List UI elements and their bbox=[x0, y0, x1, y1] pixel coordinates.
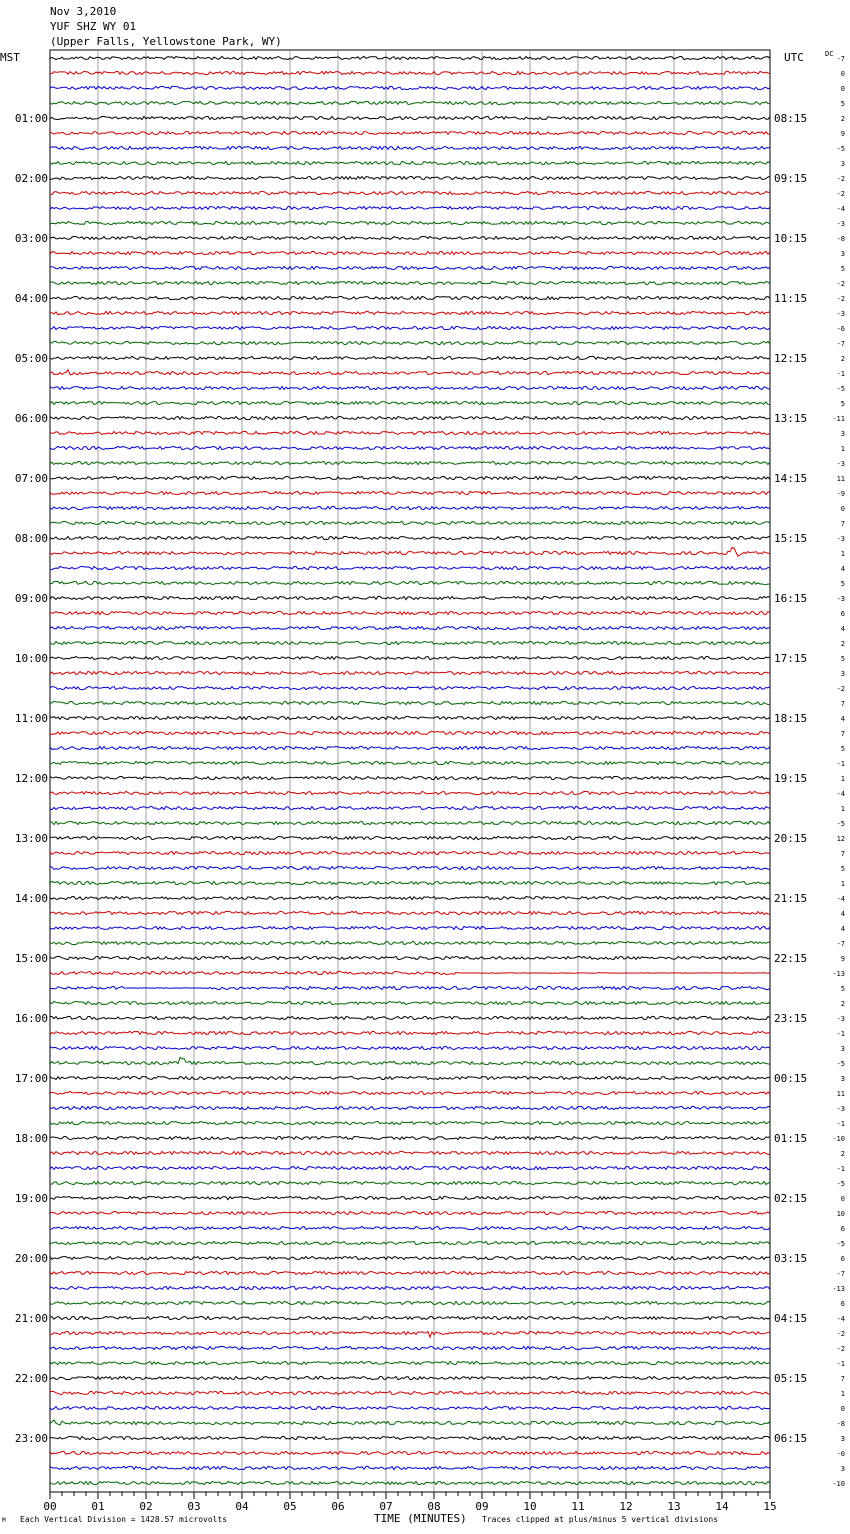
dc-offset-label: 0 bbox=[840, 70, 845, 78]
dc-offset-label: 6 bbox=[840, 1255, 845, 1263]
dc-offset-label: -2 bbox=[836, 190, 845, 198]
x-tick-label: 01 bbox=[91, 1500, 105, 1513]
trace-37 bbox=[50, 611, 770, 614]
dc-offset-label: -3 bbox=[836, 535, 845, 543]
trace-11 bbox=[50, 221, 770, 224]
dc-offset-label: 5 bbox=[840, 745, 845, 753]
trace-83 bbox=[50, 1301, 770, 1304]
trace-14 bbox=[50, 266, 770, 269]
right-hour-label: 20:15 bbox=[774, 832, 808, 845]
right-hour-label: 12:15 bbox=[774, 352, 808, 365]
dc-offset-label: 4 bbox=[840, 715, 845, 723]
dc-offset-label: 3 bbox=[840, 1435, 845, 1443]
trace-88 bbox=[50, 1376, 770, 1379]
trace-64 bbox=[50, 1016, 770, 1019]
dc-offset-label: -7 bbox=[836, 55, 845, 63]
dc-offset-label: 5 bbox=[840, 265, 845, 273]
dc-offset-label: -4 bbox=[836, 790, 845, 798]
trace-47 bbox=[50, 761, 770, 764]
trace-16 bbox=[50, 296, 770, 299]
trace-23 bbox=[50, 401, 770, 404]
trace-7 bbox=[50, 161, 770, 164]
trace-44 bbox=[50, 716, 770, 719]
dc-offset-label: -4 bbox=[836, 895, 845, 903]
trace-54 bbox=[50, 866, 770, 869]
left-hour-label: 14:00 bbox=[14, 892, 48, 905]
dc-offset-label: 1 bbox=[840, 805, 845, 813]
right-hour-label: 10:15 bbox=[774, 232, 808, 245]
trace-63 bbox=[50, 1001, 770, 1004]
dc-offset-label: 2 bbox=[840, 1150, 845, 1158]
dc-offset-label: 3 bbox=[840, 430, 845, 438]
dc-offset-label: 3 bbox=[840, 1465, 845, 1473]
dc-offset-label: -3 bbox=[836, 1105, 845, 1113]
trace-82 bbox=[50, 1286, 770, 1289]
trace-72 bbox=[50, 1136, 770, 1139]
trace-34 bbox=[50, 566, 770, 569]
dc-offset-label: 11 bbox=[836, 1090, 845, 1098]
right-hour-label: 09:15 bbox=[774, 172, 808, 185]
x-tick-label: 09 bbox=[475, 1500, 489, 1513]
dc-offset-label: -4 bbox=[836, 1315, 845, 1323]
trace-35 bbox=[50, 581, 770, 584]
trace-31 bbox=[50, 521, 770, 524]
trace-45 bbox=[50, 731, 770, 734]
dc-offset-label: -5 bbox=[836, 145, 845, 153]
dc-offset-label: 4 bbox=[840, 565, 845, 573]
dc-offset-label: -3 bbox=[836, 1015, 845, 1023]
dc-offset-label: -7 bbox=[836, 340, 845, 348]
dc-offset-label: 9 bbox=[840, 130, 845, 138]
trace-68 bbox=[50, 1076, 770, 1079]
x-axis bbox=[43, 1492, 776, 1513]
right-hour-label: 08:15 bbox=[774, 112, 808, 125]
left-hour-label: 10:00 bbox=[14, 652, 48, 665]
dc-offset-label: 5 bbox=[840, 400, 845, 408]
trace-79 bbox=[50, 1241, 770, 1244]
right-hour-label: 02:15 bbox=[774, 1192, 808, 1205]
dc-offset-label: 7 bbox=[840, 520, 845, 528]
trace-91 bbox=[50, 1420, 770, 1425]
trace-61 bbox=[50, 971, 770, 974]
dc-offset-label: -6 bbox=[836, 325, 845, 333]
dc-offset-label: -8 bbox=[836, 1420, 845, 1428]
dc-offset-label: -2 bbox=[836, 280, 845, 288]
right-hour-label: 19:15 bbox=[774, 772, 808, 785]
x-tick-label: 15 bbox=[763, 1500, 777, 1513]
trace-86 bbox=[50, 1346, 770, 1349]
dc-offset-label: 11 bbox=[836, 475, 845, 483]
trace-59 bbox=[50, 941, 770, 944]
dc-offset-label: -2 bbox=[836, 1345, 845, 1353]
trace-38 bbox=[50, 626, 770, 629]
left-hour-label: 06:00 bbox=[14, 412, 48, 425]
right-hour-label: 14:15 bbox=[774, 472, 808, 485]
left-hour-label: 19:00 bbox=[14, 1192, 48, 1205]
trace-28 bbox=[50, 476, 770, 479]
dc-offset-label: -1 bbox=[836, 1030, 845, 1038]
x-tick-label: 04 bbox=[235, 1500, 249, 1513]
left-hour-label: 03:00 bbox=[14, 232, 48, 245]
dc-offset-label: 7 bbox=[840, 1375, 845, 1383]
right-hour-label: 11:15 bbox=[774, 292, 808, 305]
dc-offset-label: -5 bbox=[836, 385, 845, 393]
trace-4 bbox=[50, 116, 770, 119]
dc-offset-label: 10 bbox=[836, 1210, 845, 1218]
left-hour-label: 08:00 bbox=[14, 532, 48, 545]
trace-3 bbox=[50, 101, 770, 104]
trace-52 bbox=[50, 836, 770, 839]
dc-offset-label: 5 bbox=[840, 655, 845, 663]
dc-offset-label: -2 bbox=[836, 685, 845, 693]
trace-2 bbox=[50, 86, 770, 89]
x-tick-label: 07 bbox=[379, 1500, 393, 1513]
trace-30 bbox=[50, 506, 770, 509]
x-tick-label: 02 bbox=[139, 1500, 153, 1513]
dc-offset-label: 2 bbox=[840, 640, 845, 648]
clip-note: Traces clipped at plus/minus 5 vertical divisions bbox=[482, 1515, 719, 1524]
trace-73 bbox=[50, 1151, 770, 1154]
x-tick-label: 14 bbox=[715, 1500, 729, 1513]
trace-8 bbox=[50, 176, 770, 179]
trace-46 bbox=[50, 746, 770, 749]
right-hour-label: 06:15 bbox=[774, 1432, 808, 1445]
right-hour-label: 00:15 bbox=[774, 1072, 808, 1085]
left-hour-label: 23:00 bbox=[14, 1432, 48, 1445]
trace-57 bbox=[50, 911, 770, 914]
dc-offset-label: 5 bbox=[840, 865, 845, 873]
trace-20 bbox=[50, 356, 770, 359]
trace-74 bbox=[50, 1166, 770, 1169]
left-hour-label: 05:00 bbox=[14, 352, 48, 365]
trace-51 bbox=[50, 821, 770, 824]
trace-71 bbox=[50, 1121, 770, 1124]
trace-80 bbox=[50, 1256, 770, 1259]
left-hour-label: 01:00 bbox=[14, 112, 48, 125]
dc-offset-label: 7 bbox=[840, 730, 845, 738]
trace-19 bbox=[50, 341, 770, 344]
left-hour-label: 20:00 bbox=[14, 1252, 48, 1265]
corner-mark: M bbox=[2, 1517, 6, 1524]
plot-date: Nov 3,2010 bbox=[50, 5, 117, 18]
dc-offset-label: 4 bbox=[840, 925, 845, 933]
trace-93 bbox=[50, 1451, 770, 1454]
left-hour-label: 18:00 bbox=[14, 1132, 48, 1145]
dc-offset-label: -3 bbox=[836, 460, 845, 468]
dc-offset-label: -5 bbox=[836, 1240, 845, 1248]
right-hour-label: 21:15 bbox=[774, 892, 808, 905]
dc-offset-label: -1 bbox=[836, 1165, 845, 1173]
trace-group bbox=[50, 56, 770, 1484]
trace-94 bbox=[50, 1466, 770, 1469]
dc-offset-label: -0 bbox=[836, 1450, 845, 1458]
right-hour-label: 03:15 bbox=[774, 1252, 808, 1265]
trace-62 bbox=[50, 986, 770, 989]
trace-50 bbox=[50, 806, 770, 809]
left-hour-label: 13:00 bbox=[14, 832, 48, 845]
trace-89 bbox=[50, 1391, 770, 1394]
x-tick-label: 00 bbox=[43, 1500, 57, 1513]
right-hour-label: 05:15 bbox=[774, 1372, 808, 1385]
trace-42 bbox=[50, 686, 770, 689]
trace-84 bbox=[50, 1316, 770, 1319]
trace-58 bbox=[50, 926, 770, 929]
x-tick-label: 11 bbox=[571, 1500, 585, 1513]
left-hour-label: 02:00 bbox=[14, 172, 48, 185]
trace-32 bbox=[50, 536, 770, 539]
dc-offset-label: 5 bbox=[840, 580, 845, 588]
dc-offset-label: -8 bbox=[836, 235, 845, 243]
dc-offset-label: 1 bbox=[840, 775, 845, 783]
left-hour-label: 04:00 bbox=[14, 292, 48, 305]
dc-offset-label: -9 bbox=[836, 490, 845, 498]
trace-36 bbox=[50, 596, 770, 599]
dc-offset-label: -3 bbox=[836, 220, 845, 228]
left-hour-label: 16:00 bbox=[14, 1012, 48, 1025]
trace-29 bbox=[50, 491, 770, 494]
dc-offset-label: -7 bbox=[836, 1270, 845, 1278]
trace-10 bbox=[50, 206, 770, 209]
station-location: (Upper Falls, Yellowstone Park, WY) bbox=[50, 35, 282, 48]
trace-12 bbox=[50, 236, 770, 239]
left-zone-label: MST bbox=[0, 51, 20, 64]
dc-offset-label: 2 bbox=[840, 115, 845, 123]
dc-offset-label: 7 bbox=[840, 700, 845, 708]
trace-27 bbox=[50, 461, 770, 464]
trace-92 bbox=[50, 1436, 770, 1439]
trace-56 bbox=[50, 896, 770, 899]
dc-offset-label: -5 bbox=[836, 1060, 845, 1068]
dc-offset-label: 4 bbox=[840, 625, 845, 633]
x-tick-label: 03 bbox=[187, 1500, 201, 1513]
dc-offset-label: 6 bbox=[840, 1225, 845, 1233]
dc-offset-label: -2 bbox=[836, 175, 845, 183]
trace-95 bbox=[50, 1481, 770, 1484]
dc-offset-label: -3 bbox=[836, 595, 845, 603]
dc-offset-label: -1 bbox=[836, 760, 845, 768]
x-tick-label: 08 bbox=[427, 1500, 441, 1513]
trace-0 bbox=[50, 56, 770, 59]
trace-26 bbox=[50, 446, 770, 449]
dc-offset-label: 12 bbox=[836, 835, 845, 843]
dc-offset-label: -4 bbox=[836, 205, 845, 213]
dc-offset-label: 3 bbox=[840, 1045, 845, 1053]
station-code: YUF SHZ WY 01 bbox=[50, 20, 137, 33]
dc-offset-label: 4 bbox=[840, 910, 845, 918]
right-hour-label: 04:15 bbox=[774, 1312, 808, 1325]
trace-15 bbox=[50, 281, 770, 284]
dc-offset-label: -13 bbox=[832, 970, 845, 978]
trace-85 bbox=[50, 1331, 770, 1337]
trace-6 bbox=[50, 146, 770, 149]
scale-note: Each Vertical Division = 1428.57 microvolts bbox=[20, 1515, 228, 1524]
dc-offset-label: 6 bbox=[840, 1300, 845, 1308]
x-tick-label: 10 bbox=[523, 1500, 537, 1513]
dc-offset-label: 5 bbox=[840, 100, 845, 108]
left-hour-label: 12:00 bbox=[14, 772, 48, 785]
dc-offset-label: -11 bbox=[832, 415, 845, 423]
dc-offset-label: 2 bbox=[840, 1000, 845, 1008]
trace-33 bbox=[50, 548, 770, 557]
trace-90 bbox=[50, 1406, 770, 1409]
trace-55 bbox=[50, 881, 770, 884]
dc-offset-label: -1 bbox=[836, 1360, 845, 1368]
dc-offset-label: -2 bbox=[836, 295, 845, 303]
trace-43 bbox=[50, 701, 770, 704]
right-hour-label: 16:15 bbox=[774, 592, 808, 605]
dc-offset-label: 1 bbox=[840, 880, 845, 888]
trace-78 bbox=[50, 1226, 770, 1229]
dc-offset-label: 9 bbox=[840, 955, 845, 963]
x-axis-title: TIME (MINUTES) bbox=[374, 1512, 467, 1525]
dc-offset-label: -5 bbox=[836, 820, 845, 828]
dc-offset-label: -2 bbox=[836, 1330, 845, 1338]
dc-offset-label: -1 bbox=[836, 1120, 845, 1128]
trace-87 bbox=[50, 1361, 770, 1364]
dc-offset-label: 3 bbox=[840, 160, 845, 168]
trace-40 bbox=[50, 657, 770, 660]
dc-offset-label: -10 bbox=[832, 1480, 845, 1488]
trace-67 bbox=[50, 1057, 770, 1064]
trace-22 bbox=[50, 386, 770, 389]
dc-offset-label: -7 bbox=[836, 940, 845, 948]
trace-65 bbox=[50, 1031, 770, 1034]
dc-offset-label: 1 bbox=[840, 445, 845, 453]
dc-offset-label: 1 bbox=[840, 1390, 845, 1398]
right-hour-label: 23:15 bbox=[774, 1012, 808, 1025]
left-hour-label: 07:00 bbox=[14, 472, 48, 485]
trace-76 bbox=[50, 1196, 770, 1199]
left-hour-label: 21:00 bbox=[14, 1312, 48, 1325]
trace-41 bbox=[50, 671, 770, 674]
trace-1 bbox=[50, 71, 770, 74]
dc-offset-label: 0 bbox=[840, 85, 845, 93]
dc-offset-label: 2 bbox=[840, 355, 845, 363]
trace-69 bbox=[50, 1092, 770, 1095]
trace-25 bbox=[50, 431, 770, 434]
dc-offset-label: -1 bbox=[836, 370, 845, 378]
dc-offset-label: 3 bbox=[840, 1075, 845, 1083]
right-hour-label: 22:15 bbox=[774, 952, 808, 965]
trace-5 bbox=[50, 131, 770, 134]
trace-13 bbox=[50, 251, 770, 254]
trace-24 bbox=[50, 416, 770, 419]
trace-60 bbox=[50, 956, 770, 959]
trace-48 bbox=[50, 776, 770, 779]
left-hour-label: 22:00 bbox=[14, 1372, 48, 1385]
dc-offset-label: 0 bbox=[840, 1405, 845, 1413]
dc-offset-label: -10 bbox=[832, 1135, 845, 1143]
right-hour-label: 15:15 bbox=[774, 532, 808, 545]
dc-offset-label: -5 bbox=[836, 1180, 845, 1188]
dc-offset-label: -13 bbox=[832, 1285, 845, 1293]
right-hour-label: 01:15 bbox=[774, 1132, 808, 1145]
right-zone-label: UTC bbox=[784, 51, 804, 64]
dc-offset-label: 5 bbox=[840, 985, 845, 993]
trace-9 bbox=[50, 191, 770, 194]
right-hour-label: 18:15 bbox=[774, 712, 808, 725]
x-tick-label: 05 bbox=[283, 1500, 297, 1513]
left-hour-label: 15:00 bbox=[14, 952, 48, 965]
dc-offset-label: 6 bbox=[840, 610, 845, 618]
right-hour-label: 13:15 bbox=[774, 412, 808, 425]
dc-header: DC bbox=[825, 50, 834, 58]
trace-18 bbox=[50, 326, 770, 329]
trace-53 bbox=[50, 851, 770, 854]
dc-offset-label: 0 bbox=[840, 1195, 845, 1203]
x-tick-label: 06 bbox=[331, 1500, 345, 1513]
dc-offset-label: 7 bbox=[840, 850, 845, 858]
plot-frame bbox=[50, 50, 770, 1492]
dc-offset-label: 3 bbox=[840, 250, 845, 258]
left-hour-label: 11:00 bbox=[14, 712, 48, 725]
trace-75 bbox=[50, 1181, 770, 1184]
time-grid bbox=[50, 50, 770, 1492]
trace-66 bbox=[50, 1046, 770, 1049]
dc-offset-label: 3 bbox=[840, 670, 845, 678]
trace-70 bbox=[50, 1106, 770, 1109]
trace-49 bbox=[50, 791, 770, 794]
left-hour-label: 17:00 bbox=[14, 1072, 48, 1085]
trace-81 bbox=[50, 1271, 770, 1274]
trace-77 bbox=[50, 1211, 770, 1214]
trace-21 bbox=[50, 370, 770, 375]
dc-offset-label: -3 bbox=[836, 310, 845, 318]
right-hour-label: 17:15 bbox=[774, 652, 808, 665]
dc-offset-label: 0 bbox=[840, 505, 845, 513]
trace-17 bbox=[50, 311, 770, 314]
x-tick-label: 12 bbox=[619, 1500, 633, 1513]
left-hour-label: 09:00 bbox=[14, 592, 48, 605]
dc-offset-label: 1 bbox=[840, 550, 845, 558]
x-tick-label: 13 bbox=[667, 1500, 681, 1513]
trace-39 bbox=[50, 641, 770, 644]
